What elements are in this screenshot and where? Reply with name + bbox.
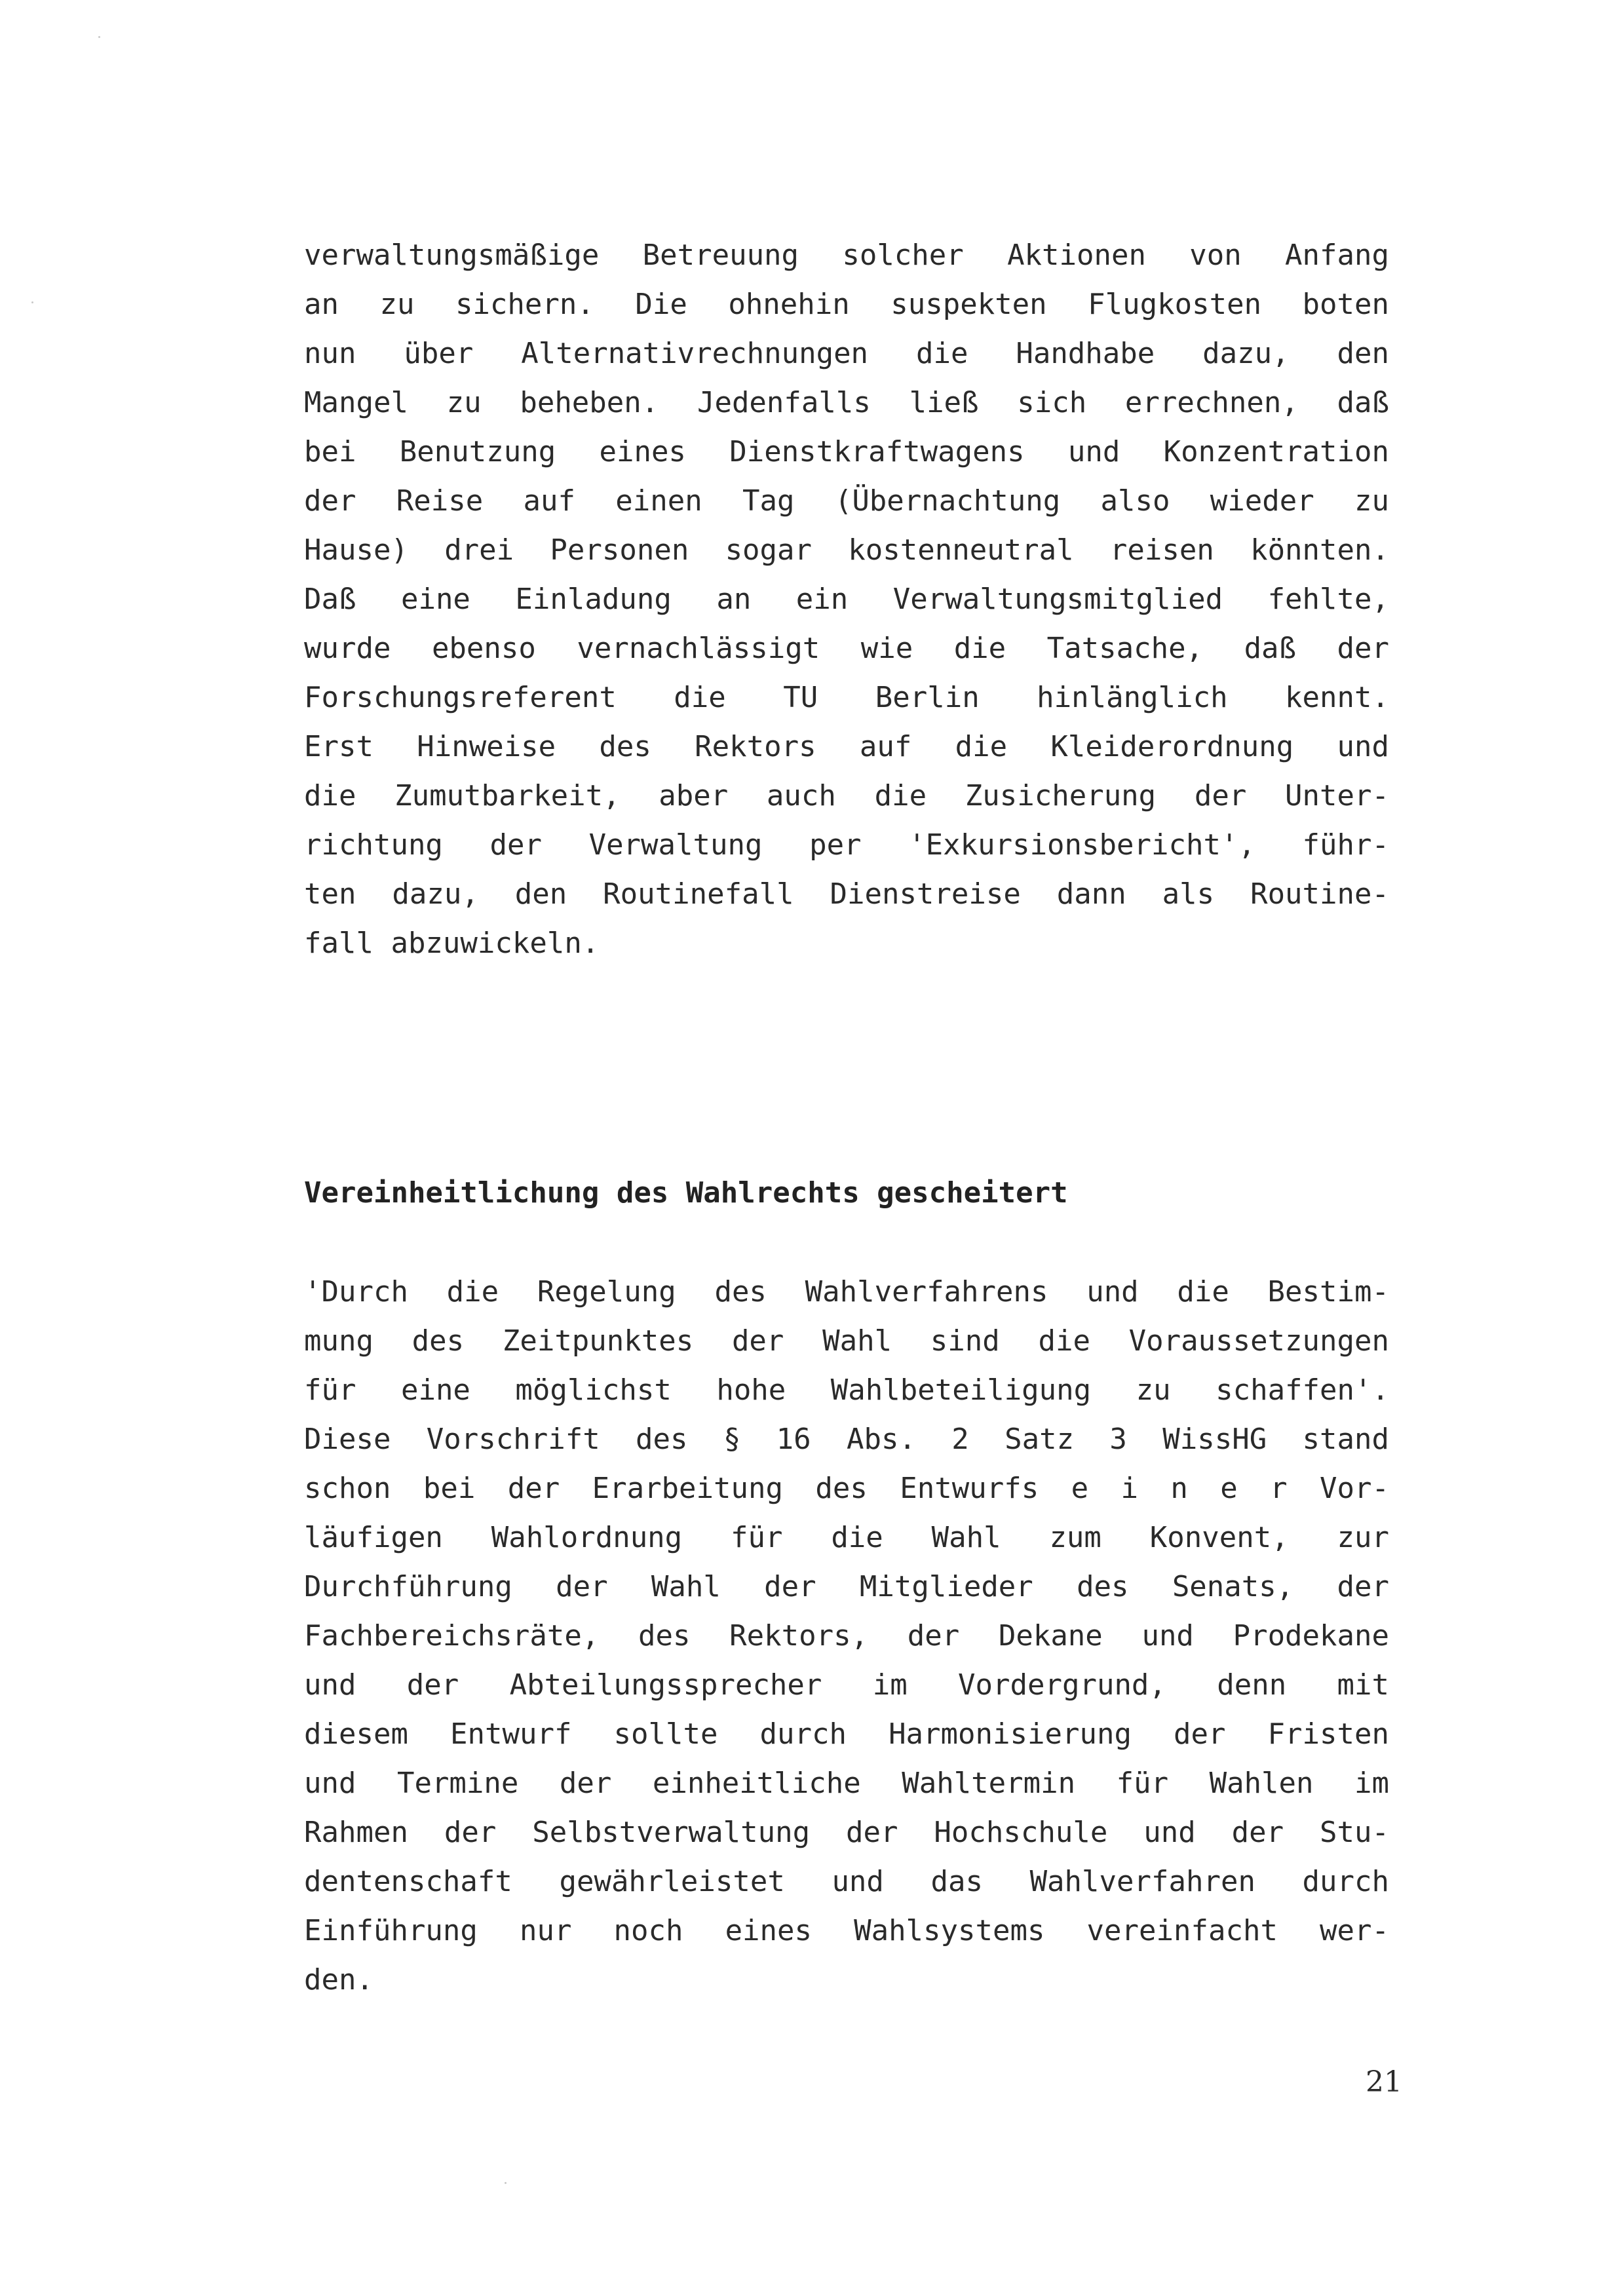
scan-speck	[505, 2182, 507, 2184]
text-line: schon bei der Erarbeitung des Entwurfs e i n e r Vor-	[304, 1472, 1389, 1505]
text-line: und der Abteilungssprecher im Vordergrund, denn mit	[304, 1668, 1389, 1702]
text-line: läufigen Wahlordnung für die Wahl zum Konvent, zur	[304, 1521, 1389, 1554]
scan-speck	[31, 301, 33, 303]
text-line: Einführung nur noch eines Wahlsystems vereinfacht wer-	[304, 1914, 1389, 1947]
text-line: verwaltungsmäßige Betreuung solcher Aktionen von Anfang	[304, 239, 1389, 272]
text-line: Diese Vorschrift des § 16 Abs. 2 Satz 3 WissHG stand	[304, 1423, 1389, 1456]
text-line: mung des Zeitpunktes der Wahl sind die Voraussetzungen	[304, 1324, 1389, 1358]
text-line: den.	[304, 1963, 373, 1997]
text-line: Forschungsreferent die TU Berlin hinlänglich kennt.	[304, 681, 1389, 714]
body-paragraph-2	[304, 1267, 1389, 2004]
text-line: dentenschaft gewährleistet und das Wahlverfahren durch	[304, 1865, 1389, 1898]
text-line: ten dazu, den Routinefall Dienstreise dann als Routine-	[304, 877, 1389, 911]
text-line: Rahmen der Selbstverwaltung der Hochschule und der Stu-	[304, 1816, 1389, 1849]
text-line: Hause) drei Personen sogar kostenneutral reisen könnten.	[304, 533, 1389, 567]
text-line: fall abzuwickeln.	[304, 927, 600, 960]
body-paragraph-1	[304, 231, 1389, 968]
text-line: diesem Entwurf sollte durch Harmonisierung der Fristen	[304, 1717, 1389, 1751]
text-line: Fachbereichsräte, des Rektors, der Dekane und Prodekane	[304, 1619, 1389, 1653]
text-line: richtung der Verwaltung per 'Exkursionsbericht', führ-	[304, 828, 1389, 862]
scan-speck	[98, 36, 100, 38]
text-line: wurde ebenso vernachlässigt wie die Tatsache, daß der	[304, 632, 1389, 665]
text-line: der Reise auf einen Tag (Übernachtung also wieder zu	[304, 484, 1389, 518]
text-line: Erst Hinweise des Rektors auf die Kleiderordnung und	[304, 730, 1389, 763]
text-line: nun über Alternativrechnungen die Handhabe dazu, den	[304, 337, 1389, 370]
text-line: an zu sichern. Die ohnehin suspekten Flugkosten boten	[304, 288, 1389, 321]
text-line: die Zumutbarkeit, aber auch die Zusicherung der Unter-	[304, 779, 1389, 813]
text-line: Mangel zu beheben. Jedenfalls ließ sich errechnen, daß	[304, 386, 1389, 419]
text-line: und Termine der einheitliche Wahltermin für Wahlen im	[304, 1767, 1389, 1800]
text-line: für eine möglichst hohe Wahlbeteiligung zu schaffen'.	[304, 1373, 1389, 1407]
page-number: 21	[1366, 2065, 1402, 2099]
text-line: Durchführung der Wahl der Mitglieder des Senats, der	[304, 1570, 1389, 1603]
text-line: Daß eine Einladung an ein Verwaltungsmitglied fehlte,	[304, 583, 1389, 616]
text-line: bei Benutzung eines Dienstkraftwagens und Konzentration	[304, 435, 1389, 469]
section-heading: Vereinheitlichung des Wahlrechts gescheitert	[304, 1176, 1068, 1210]
text-line: 'Durch die Regelung des Wahlverfahrens und die Bestim-	[304, 1275, 1389, 1309]
